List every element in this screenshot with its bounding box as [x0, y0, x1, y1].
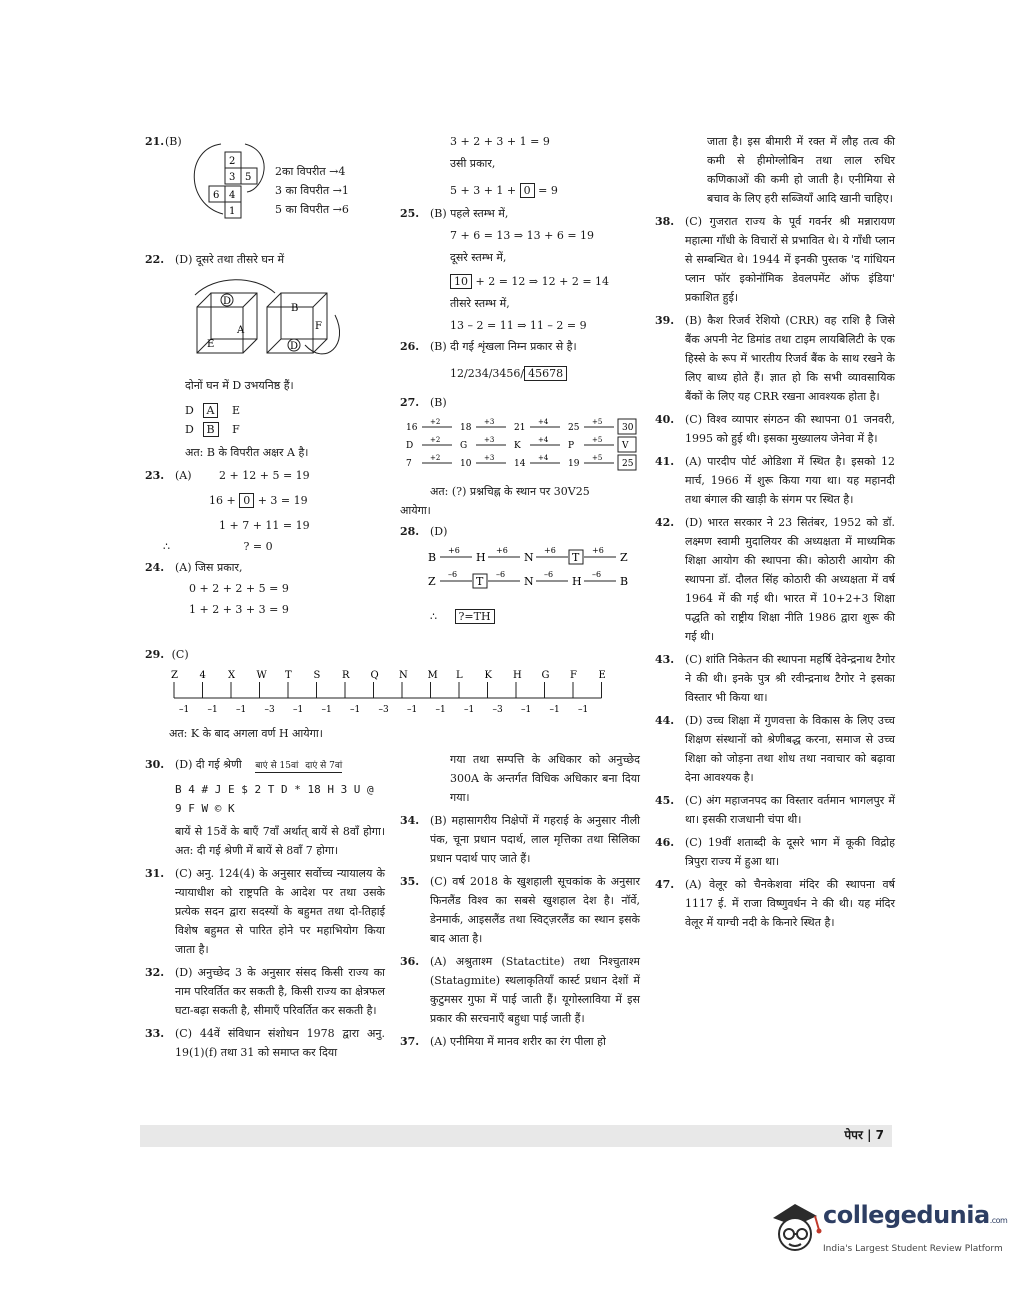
series-term: N: [524, 551, 534, 564]
arrow-op: –6: [448, 570, 458, 579]
answer-label: (A) जिस प्रकार,: [175, 561, 243, 574]
series-term: H: [476, 551, 486, 564]
answer-box: 0: [520, 183, 535, 198]
opposite-pairs: [275, 162, 349, 219]
lower-left: [145, 755, 385, 1064]
gap-value: –1: [293, 705, 304, 715]
series-letter: G: [541, 670, 550, 681]
question-number: 41.: [655, 455, 675, 468]
gap-value: –3: [264, 705, 275, 715]
question-26: [400, 337, 640, 383]
series-term: 16: [406, 423, 418, 433]
question-number: 23.: [145, 469, 165, 482]
series-letter: R: [342, 670, 350, 681]
dice-face-label: B: [291, 303, 299, 314]
dice-face-label: D: [290, 341, 299, 352]
series-letter: L: [456, 670, 463, 681]
question-38: [655, 212, 895, 307]
question-number: 38.: [655, 215, 675, 228]
question-number: 26.: [400, 340, 420, 353]
question-number: 33.: [145, 1027, 165, 1040]
series-term: 18: [460, 423, 472, 433]
question-29: [145, 645, 635, 743]
answer-text: बायें से 15वें के बाएँ 7वाँ अर्थात् बायें से 8वाँ होगा। अत: दी गई श्रेणी में बायें से 8वाँ 7 होगा।: [175, 825, 385, 857]
equation: 7 + 6 = 13 ⇒ 13 + 6 = 19: [450, 229, 595, 242]
arrow-op: +5: [592, 436, 603, 444]
q33-continuation: गया तथा सम्पत्ति के अधिकार को अनुच्छेद 300A के अन्तर्गत विधिक अधिकार बना दिया गया।: [450, 753, 640, 804]
question-number: 24.: [145, 561, 165, 574]
question-23: [145, 466, 385, 556]
opposite-pair: 5 का विपरीत →6: [275, 203, 349, 216]
series-letter: H: [513, 670, 522, 681]
letter-shift-figure: [424, 543, 654, 599]
question-number: 47.: [655, 878, 675, 891]
series-letter: Q: [370, 670, 379, 681]
answer-label: (A): [175, 469, 192, 482]
series-term: 14: [514, 459, 526, 469]
conclusion: अत: B के विपरीत अक्षर A है।: [185, 446, 309, 459]
cube-face-label: 2: [229, 156, 236, 167]
series-letter: S: [313, 670, 321, 681]
series-letter: W: [256, 670, 267, 681]
question-number: 30.: [145, 758, 165, 771]
arrow-op: +2: [430, 436, 441, 444]
question-24: [145, 558, 385, 619]
answer-text: (C) शांति निकेतन की स्थापना महर्षि देवेन्द्रनाथ टैगोर ने की थी। इनके पुत्र श्री रवीन्द्रनाथ टैगोर ने इसका विस्तार भी किया था।: [685, 653, 895, 704]
arrow-op: +4: [538, 454, 549, 462]
arrow-op: +3: [484, 454, 495, 462]
question-31: [145, 864, 385, 959]
cube-face-label: 6: [213, 190, 220, 201]
equation-part: ? = 0: [243, 540, 273, 553]
gap-value: –1: [321, 705, 332, 715]
answer-box: 0: [239, 493, 254, 508]
answer-text: (C) 19वीं शताब्दी के दूसरे भाग में कूकी विद्रोह त्रिपुरा राज्य में हुआ था।: [685, 836, 895, 868]
question-number: 27.: [400, 396, 420, 409]
arrow-op: +4: [538, 436, 549, 444]
brand-logo: [765, 1200, 1008, 1260]
column-left: [145, 132, 385, 621]
equation-row: [209, 491, 385, 510]
gap-value: –1: [350, 705, 361, 715]
series-row: [450, 364, 640, 383]
question-35: [400, 872, 640, 948]
series-term: 10: [460, 459, 472, 469]
question-27: [400, 393, 640, 520]
position-arrow: [255, 760, 342, 773]
dice-face-label: D: [223, 296, 232, 307]
question-number: 32.: [145, 966, 165, 979]
face-table: [185, 401, 385, 439]
cube-face-label: 4: [229, 190, 236, 201]
question-number: 46.: [655, 836, 675, 849]
question-number: 35.: [400, 875, 420, 888]
question-25: [400, 204, 640, 335]
answer-label: (B) पहले स्तम्भ में,: [430, 207, 509, 220]
series-term: 7: [406, 459, 412, 469]
question-number: 43.: [655, 653, 675, 666]
therefore-symbol: ∴: [163, 540, 170, 553]
brand-name: [823, 1201, 1008, 1230]
arrow-op: +5: [592, 418, 603, 426]
text-line: आयेगा।: [400, 504, 431, 517]
series-term: B: [620, 575, 629, 588]
conclusion-row: [430, 607, 640, 626]
series-term: K: [514, 441, 521, 451]
answer-text: (D) भारत सरकार ने 23 सितंबर, 1952 को डॉ. लक्ष्मण स्वामी मुदालियर की अध्यक्षता में माध्यमिक शिक्षा आयोग की स्थापना की। कोठारी आयोग की स्थापना डॉ. दौलत सिंह कोठारी की अध्यक्षता में वर्ष 1964 में की गई थी। भारत में 10+2+3 शिक्षा पद्धति को राष्ट्रीय शिक्षा नीति 1986 द्वारा शुरू की गई थी।: [685, 516, 895, 643]
arrow-op: +6: [544, 546, 556, 555]
therefore-symbol: ∴: [430, 610, 437, 623]
brand-tagline: India's Largest Student Review Platform: [823, 1244, 1003, 1254]
answer-text: (C) गुजरात राज्य के पूर्व गवर्नर श्री मन्नारायण महात्मा गाँधी के विचारों से प्रभावित थे। ये गाँधी प्लान से सम्बन्धित थे। 1944 में इनकी पुस्तक 'द गांधियन प्लान फॉर इकोनॉमिक डेवलपमेंट ऑफ इंडिया' प्रकाशित हुई।: [685, 215, 895, 304]
series-term: V: [622, 441, 629, 451]
question-number: 45.: [655, 794, 675, 807]
question-number: 36.: [400, 955, 420, 968]
question-39: [655, 311, 895, 406]
series-term: G: [460, 441, 468, 451]
question-47: [655, 875, 895, 932]
gap-value: –3: [492, 705, 503, 715]
question-32: [145, 963, 385, 1020]
page-number: पेपर | 7: [844, 1128, 884, 1142]
series-letter: N: [399, 670, 408, 681]
answer-text: (A) एनीमिया में मानव शरीर का रंग पीला हो: [430, 1035, 606, 1048]
text-line: दूसरे स्तम्भ में,: [450, 251, 507, 264]
cube-face-label: 5: [245, 172, 252, 183]
answer-text: (A) वेलूर को चैनकेशवा मंदिर की स्थापना वर्ष 1117 ई. में राजा विष्णुवर्धन ने की थी। यह मंदिर वेलूर में याग्ची नदी के किनारे स्थित है।: [685, 878, 895, 929]
arrow-op: +3: [484, 436, 495, 444]
equation: 2 + 12 + 5 = 19: [219, 469, 310, 482]
series-term: 30: [622, 423, 634, 433]
brand-wordmark: collegedunia: [823, 1201, 990, 1229]
cube-face-label: 3: [229, 172, 236, 183]
arrow-op: –6: [592, 570, 602, 579]
series-term: Z: [428, 575, 436, 588]
question-21: [145, 132, 385, 240]
answer-label: (D) दूसरे तथा तीसरे घन में: [175, 253, 285, 266]
series-term: 25: [622, 459, 634, 469]
question-number: 44.: [655, 714, 675, 727]
dice-face-label: A: [237, 325, 245, 336]
arrow-label: दाएं से 7वां: [305, 761, 343, 771]
common-face-note: दोनों घन में D उभयनिष्ठ हैं।: [185, 379, 294, 392]
dice-figure: [175, 275, 345, 370]
answer-text: (A) पारदीप पोर्ट ओडिशा में स्थित है। इसको 12 मार्च, 1966 में शुरू किया गया था। यह महानदी तथा बंगाल की खाड़ी के संगम पर स्थित है।: [685, 455, 895, 506]
equation: 1 + 7 + 11 = 19: [219, 519, 310, 532]
answer-text: (A) अश्रुताश्म (Statactite) तथा निश्चुताश्म (Statagmite) स्थलाकृतियाँ कार्स्ट प्रधान देशों में कुटुमसर गुफा में पाई जाती हैं। यूगोस्लाविया में इस प्रकार की सरचनाएँ बहुधा पाई जाती हैं।: [430, 955, 640, 1025]
question-number: 34.: [400, 814, 420, 827]
series-letter: E: [598, 670, 606, 681]
series-term: 19: [568, 459, 580, 469]
cube-net-figure: [185, 134, 275, 234]
series-letter: K: [484, 670, 492, 681]
series-term: 25: [568, 423, 580, 433]
question-number: 39.: [655, 314, 675, 327]
series-term: N: [524, 575, 534, 588]
gap-value: –1: [407, 705, 418, 715]
face-cell: D: [185, 423, 194, 436]
answer-label: (D) दी गई श्रेणी: [175, 758, 242, 771]
equation: 3 + 2 + 3 + 1 = 9: [450, 135, 550, 148]
letter-gap-figure: [165, 668, 635, 720]
question-36: [400, 952, 640, 1028]
face-cell: A: [203, 403, 219, 418]
arrow-op: +6: [448, 546, 460, 555]
page-footer: [140, 1125, 892, 1147]
question-28: [400, 522, 640, 626]
question-46: [655, 833, 895, 871]
cube-face-label: 1: [229, 206, 236, 217]
column-right: [655, 132, 895, 934]
arrow-op: +6: [592, 546, 604, 555]
question-40: [655, 410, 895, 448]
series-letter: M: [427, 670, 438, 681]
series-letter: Z: [171, 670, 178, 681]
question-43: [655, 650, 895, 707]
series-letter: 4: [199, 670, 206, 681]
gap-value: –1: [464, 705, 475, 715]
answer-text: (D) अनुच्छेद 3 के अनुसार संसद किसी राज्य का नाम परिवर्तित कर सकती है, किसी राज्य का क्षेत्रफल घटा-बढ़ा सकती है, सीमाएँ परिवर्तित कर सकती है।: [175, 966, 385, 1017]
series-letter: X: [228, 670, 236, 681]
lower-middle: [400, 750, 640, 1053]
question-number: 42.: [655, 516, 675, 529]
question-34: [400, 811, 640, 868]
equation-part: = 9: [538, 184, 558, 197]
answer-box: 45678: [524, 366, 567, 381]
arrow-op: +6: [496, 546, 508, 555]
equation-part: 16 +: [209, 494, 236, 507]
answer-label: (B): [430, 396, 447, 409]
series-term: P: [568, 441, 575, 451]
answer-box: ?=TH: [455, 609, 495, 624]
answer-label: (D): [430, 525, 448, 538]
series-arrows-figure: [400, 416, 640, 474]
question-number: 22.: [145, 253, 165, 266]
series-term: Z: [620, 551, 628, 564]
arrow-op: +4: [538, 418, 549, 426]
answer-label: (B): [165, 135, 182, 148]
series-term: D: [406, 441, 414, 451]
equation-part: + 2 = 12 ⇒ 12 + 2 = 14: [475, 275, 610, 288]
gap-value: –3: [378, 705, 389, 715]
question-37: [400, 1032, 640, 1051]
equation-part: + 3 = 19: [257, 494, 308, 507]
series-term: H: [572, 575, 582, 588]
question-44: [655, 711, 895, 787]
answer-label: (B) दी गई शृंखला निम्न प्रकार से है।: [430, 340, 577, 353]
question-number: 28.: [400, 525, 420, 538]
face-cell: F: [232, 423, 240, 436]
arrow-op: +2: [430, 454, 441, 462]
question-42: [655, 513, 895, 646]
question-41: [655, 452, 895, 509]
q37-continuation: जाता है। इस बीमारी में रक्त में लौह तत्व की कमी से हीमोग्लोबिन तथा लाल रुधिर कणिकाओं की कमी हो जाती है। एनीमिया से बचाव के लिए हरी सब्जियाँ आदि खानी चाहिए।: [707, 135, 895, 205]
gap-value: –1: [236, 705, 247, 715]
question-22: [145, 250, 385, 462]
gap-value: –1: [179, 705, 190, 715]
gap-value: –1: [207, 705, 218, 715]
equation: 0 + 2 + 2 + 5 = 9: [189, 582, 289, 595]
brand-suffix: .com: [989, 1216, 1008, 1225]
text-line: तीसरे स्तम्भ में,: [450, 297, 510, 310]
series-term: 21: [514, 423, 526, 433]
gap-value: –1: [549, 705, 560, 715]
answer-box: 10: [450, 274, 472, 289]
gap-value: –1: [521, 705, 532, 715]
face-row: [185, 401, 385, 420]
gap-value: –1: [578, 705, 589, 715]
answer-text: (C) विश्व व्यापार संगठन की स्थापना 01 जनवरी, 1995 को हुई थी। इसका मुख्यालय जेनेवा में है।: [685, 413, 895, 445]
conclusion: अत: K के बाद अगला वर्ण H आयेगा।: [169, 727, 323, 740]
answer-text: (C) अंग महाजनपद का विस्तार वर्तमान भागलपुर में था। इसकी राजधानी चंपा थी।: [685, 794, 895, 826]
text-line: उसी प्रकार,: [450, 157, 496, 170]
question-number: 40.: [655, 413, 675, 426]
series-letter: T: [285, 670, 292, 681]
question-number: 29.: [145, 648, 165, 661]
equation-row: [163, 537, 385, 556]
face-cell: E: [231, 404, 240, 417]
column-middle: [400, 132, 640, 628]
series-term: B: [428, 551, 437, 564]
opposite-pair: 2का विपरीत →4: [275, 165, 346, 178]
arrow-op: –6: [496, 570, 506, 579]
opposite-pair: 3 का विपरीत →1: [275, 184, 349, 197]
series-text: 12/234/3456/: [450, 367, 525, 380]
question-number: 21.: [145, 135, 165, 148]
answer-text: (D) उच्च शिक्षा में गुणवत्ता के विकास के लिए उच्च शिक्षण संस्थानों को श्रेणीबद्ध करना, समाज से उच्च शिक्षा को जोड़ना तथा शोध तथा नवाचार को बढ़ावा देना आवश्यक है।: [685, 714, 895, 784]
series-text: B 4 # J E $ 2 T D * 18 H 3 U @ 9 F W © K: [175, 783, 374, 815]
gap-value: –1: [435, 705, 446, 715]
arrow-op: +5: [592, 454, 603, 462]
arrow-label: बाएं से 15वां: [255, 761, 299, 771]
equation-row: [450, 181, 640, 200]
series-letter: F: [570, 670, 577, 681]
question-number: 37.: [400, 1035, 420, 1048]
question-number: 25.: [400, 207, 420, 220]
answer-text: (B) महासागरीय निक्षेपों में गहराई के अनुसार नीली पंक, चूना प्रधान पदार्थ, लाल मृत्तिका तथा सिलिका प्रधान पदार्थ पाए जाते हैं।: [430, 814, 640, 865]
face-cell: B: [203, 422, 219, 437]
equation-part: 5 + 3 + 1 +: [450, 184, 517, 197]
question-30: [145, 755, 385, 860]
arrow-op: +2: [430, 418, 441, 426]
answer-text: (C) 44वें संविधान संशोधन 1978 द्वारा अनु. 19(1)(f) तथा 31 को समाप्त कर दिया: [175, 1027, 385, 1059]
answer-text: (B) कैश रिजर्व रेशियो (CRR) वह राशि है जिसे बैंक अपनी नेट डिमांड तथा टाइम लायबिलिटी के एक हिस्से के रूप में भारतीय रिजर्व बैंक के साथ रखने के लिए बाध्य होते हैं। ज्ञात हो कि सभी व्यावसायिक बैंकों के लिए यह CRR रखना आवश्यक होता है।: [685, 314, 895, 403]
question-33: [145, 1024, 385, 1062]
face-row: [185, 420, 385, 439]
equation: 13 – 2 = 11 ⇒ 11 – 2 = 9: [450, 319, 587, 332]
answer-text: (C) वर्ष 2018 के खुशहाली सूचकांक के अनुसार फिनलैंड विश्व का सबसे खुशहाल देश है। नॉर्वे, डेनमार्क, आइसलैंड तथा स्विट्ज़रलैंड का स्थान इसके बाद आता है।: [430, 875, 640, 945]
equation: 1 + 2 + 3 + 3 = 9: [189, 603, 289, 616]
arrow-op: +3: [484, 418, 495, 426]
dice-face-label: F: [315, 321, 322, 332]
dice-face-label: E: [207, 339, 215, 350]
equation-row: [450, 272, 640, 291]
face-cell: D: [185, 404, 194, 417]
series-term: T: [572, 551, 580, 564]
question-45: [655, 791, 895, 829]
graduate-mascot-icon: [765, 1200, 823, 1258]
arrow-op: –6: [544, 570, 554, 579]
q24-continuation: [400, 132, 640, 200]
question-number: 31.: [145, 867, 165, 880]
answer-text: (C) अनु. 124(4) के अनुसार सर्वोच्च न्यायालय के न्यायाधीश को राष्ट्रपति के आदेश पर तथा उसके प्रत्येक सदन द्वारा सदस्यों के बहुमत तथा दो-तिहाई विशेष बहुमत से पारित होने पर महाभियोग किया जाता है।: [175, 867, 385, 956]
text-line: अत: (?) प्रश्नचिह्न के स्थान पर 30V25: [430, 485, 590, 498]
answer-label: (C): [171, 648, 189, 661]
series-term: T: [476, 575, 484, 588]
